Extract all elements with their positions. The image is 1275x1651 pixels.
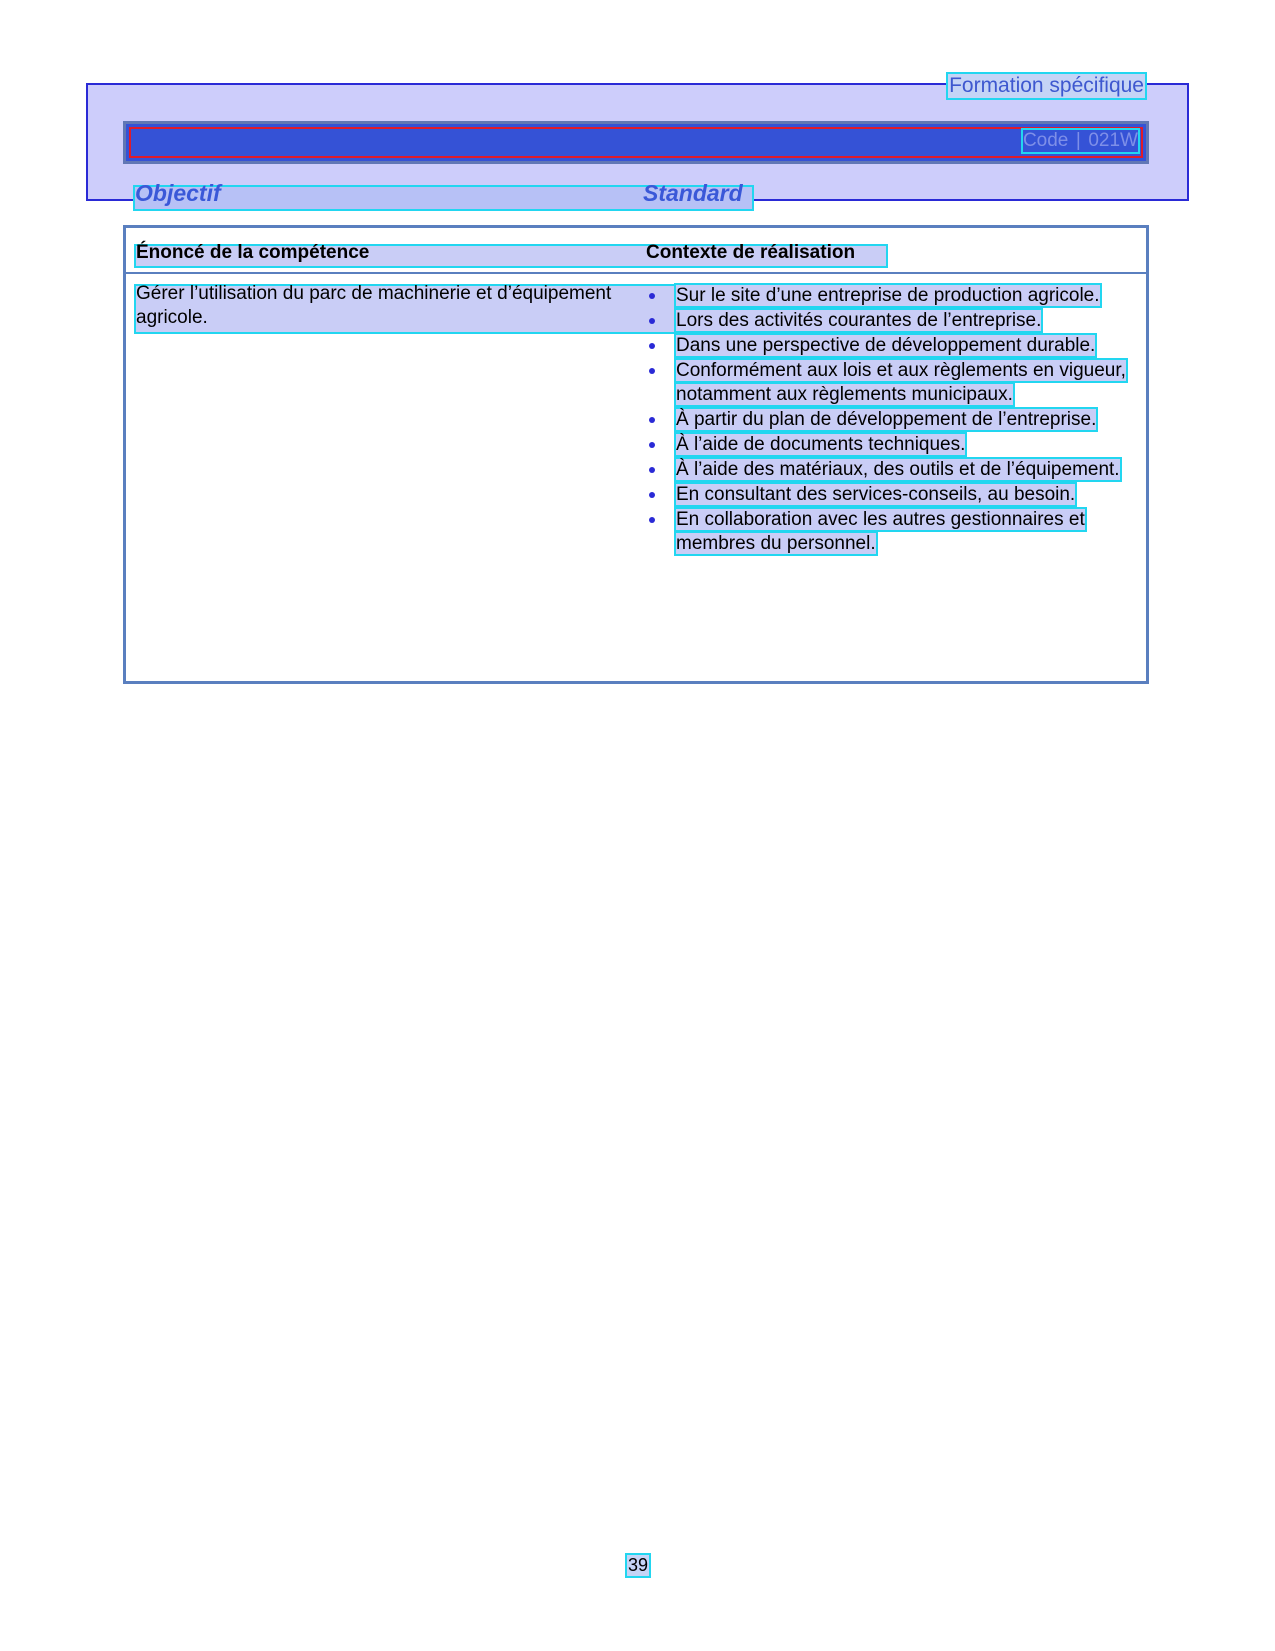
column-header-context: Contexte de réalisation: [646, 242, 856, 263]
bullet-icon: [649, 442, 655, 448]
header-divider: [126, 272, 1146, 274]
section-label-objectif: Objectif: [135, 180, 221, 206]
code-bar-highlight: [129, 127, 1143, 158]
list-item: Sur le site d’une entreprise de production agricole.: [646, 284, 1126, 308]
code-value: 021W: [1088, 130, 1138, 151]
competence-table: [123, 225, 1149, 684]
page-number: 39: [628, 1555, 649, 1575]
bullet-icon: [649, 343, 655, 349]
program-code: [1023, 130, 1138, 152]
list-item: Conformément aux lois et aux règlements en vigueur, notamment aux règlements municipaux.: [646, 359, 1126, 407]
code-separator: |: [1075, 130, 1081, 151]
program-label: Formation spécifique: [949, 74, 1144, 97]
context-list: [646, 284, 1126, 557]
section-label-standard: Standard: [643, 180, 743, 206]
bullet-icon: [649, 368, 655, 374]
list-item: Dans une perspective de développement durable.: [646, 334, 1126, 358]
bullet-icon: [649, 467, 655, 473]
list-item: À l’aide des matériaux, des outils et de l’équipement.: [646, 458, 1126, 482]
list-item: En consultant des services-conseils, au besoin.: [646, 483, 1126, 507]
bullet-icon: [649, 492, 655, 498]
list-item: En collaboration avec les autres gestionnaires et membres du personnel.: [646, 508, 1126, 556]
competence-statement: Gérer l’utilisation du parc de machinerie et d’équipement agricole.: [136, 283, 612, 328]
code-bar: [123, 121, 1149, 164]
list-item: Lors des activités courantes de l’entreprise.: [646, 309, 1126, 333]
bullet-icon: [649, 417, 655, 423]
code-label: Code: [1022, 130, 1069, 151]
list-item: À l’aide de documents techniques.: [646, 433, 1126, 457]
bullet-icon: [649, 517, 655, 523]
column-header-statement: Énoncé de la compétence: [136, 242, 370, 263]
list-item: À partir du plan de développement de l’entreprise.: [646, 408, 1126, 432]
bullet-icon: [649, 318, 655, 324]
bullet-icon: [649, 293, 655, 299]
